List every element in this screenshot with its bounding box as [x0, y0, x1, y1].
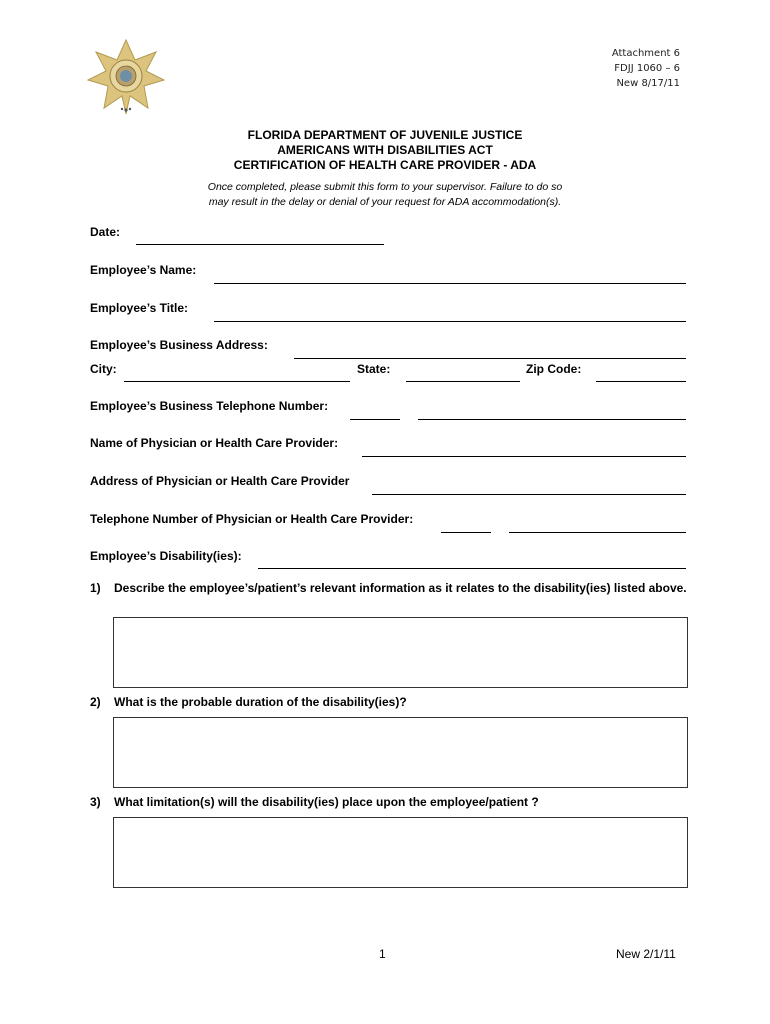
question-1-answer-box[interactable]	[113, 617, 688, 688]
employee-name-field[interactable]	[214, 283, 686, 284]
date-label: Date:	[90, 225, 121, 239]
question-2-number: 2)	[90, 695, 101, 709]
provider-phone-label: Telephone Number of Physician or Health Care Provider:	[90, 512, 414, 526]
question-3	[90, 795, 690, 810]
form-title	[0, 128, 770, 173]
page-number: 1	[379, 947, 386, 961]
employee-title-label: Employee’s Title:	[90, 301, 189, 315]
question-3-answer-box[interactable]	[113, 817, 688, 888]
form-number: FDJJ 1060 – 6	[614, 63, 680, 74]
city-label: City:	[90, 362, 117, 376]
title-line-2: AMERICANS WITH DISABILITIES ACT	[277, 143, 493, 157]
business-phone-label: Employee’s Business Telephone Number:	[90, 399, 329, 413]
date-field[interactable]	[136, 244, 384, 245]
provider-name-label: Name of Physician or Health Care Provider:	[90, 436, 339, 450]
title-line-1: FLORIDA DEPARTMENT OF JUVENILE JUSTICE	[247, 128, 523, 142]
employee-name-label: Employee’s Name:	[90, 263, 197, 277]
djj-star-badge-icon	[86, 38, 166, 116]
zip-code-label: Zip Code:	[526, 362, 582, 376]
question-1-text: Describe the employee’s/patient’s relevant information as it relates to the disability(ies) listed above.	[114, 581, 687, 595]
provider-address-field[interactable]	[372, 494, 686, 495]
question-2	[90, 695, 690, 710]
zip-code-field[interactable]	[596, 381, 686, 382]
form-revision-date: New 8/17/11	[616, 78, 680, 89]
question-1-number: 1)	[90, 581, 101, 595]
question-3-text: What limitation(s) will the disability(ies) place upon the employee/patient ?	[114, 795, 539, 809]
form-identifier	[612, 46, 680, 91]
provider-address-label: Address of Physician or Health Care Provider	[90, 474, 350, 488]
city-field[interactable]	[124, 381, 350, 382]
instructions-line-1: Once completed, please submit this form to your supervisor. Failure to do so	[207, 181, 563, 193]
provider-phone-area-code-field[interactable]	[441, 532, 491, 533]
disabilities-field[interactable]	[258, 568, 686, 569]
disabilities-label: Employee’s Disability(ies):	[90, 549, 242, 563]
attachment-label: Attachment 6	[611, 48, 680, 59]
business-phone-number-field[interactable]	[418, 419, 686, 420]
question-2-answer-box[interactable]	[113, 717, 688, 788]
business-address-field[interactable]	[294, 358, 686, 359]
business-address-label: Employee’s Business Address:	[90, 338, 268, 352]
employee-title-field[interactable]	[214, 321, 686, 322]
state-field[interactable]	[406, 381, 520, 382]
question-1	[90, 581, 690, 596]
business-phone-area-code-field[interactable]	[350, 419, 400, 420]
form-instructions	[0, 180, 770, 210]
provider-phone-number-field[interactable]	[509, 532, 686, 533]
state-label: State:	[357, 362, 391, 376]
title-line-3: CERTIFICATION OF HEALTH CARE PROVIDER - ADA	[233, 158, 537, 172]
question-2-text: What is the probable duration of the disability(ies)?	[114, 695, 407, 709]
footer-revision: New 2/1/11	[616, 947, 676, 961]
question-3-number: 3)	[90, 795, 101, 809]
instructions-line-2: may result in the delay or denial of your request for ADA accommodation(s).	[208, 196, 562, 208]
provider-name-field[interactable]	[362, 456, 686, 457]
